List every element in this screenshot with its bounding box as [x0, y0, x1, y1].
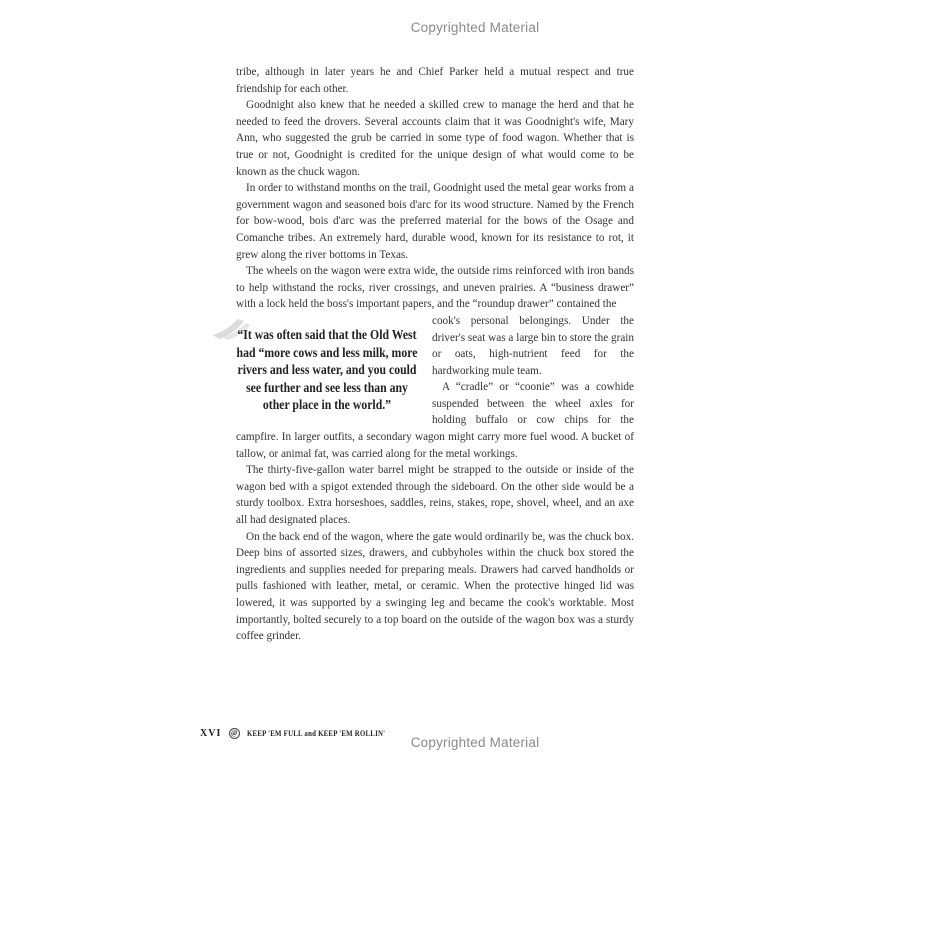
paragraph-7: On the back end of the wagon, where the gate would ordinarily be, was the chuck box. Deep bins of assorted sizes, drawers, and cubbyholes within the chuck box stored the ingredients and supplies needed for preparing meals. Drawers had carved handholds or pulls fashioned with leather, metal, or ceramic. When the protective hinged lid was lowered, it was supported by a swinging leg and became the cook's worktable. Most importantly, bolted securely to a top board on the outside of the wagon box was a sturdy coffee grinder.	[236, 530, 634, 643]
footer-separator: @	[229, 728, 240, 739]
paragraph-6: The thirty-five-gallon water barrel might be strapped to the outside or inside of the wagon bed with a spigot extended through the sideboard. On the other side would be a sturdy toolbox. Extra horseshoes, saddles, reins, stakes, rope, shovel, wheel, and an axe all had designated places.	[236, 464, 634, 527]
copyright-watermark-top: Copyrighted Material	[410, 20, 540, 35]
body-text-column	[236, 64, 634, 645]
running-title: KEEP 'EM FULL and KEEP 'EM ROLLIN'	[247, 729, 386, 738]
paragraph-5: A “cradle” or “coonie” was a cowhide suspended between the wheel axles for holding buffalo or cow chips for the campfire. In larger outfits, a secondary wagon might carry more fuel wood. A bucket of tallow, or animal fat, was carried along for the metal workings.	[236, 381, 634, 460]
paragraph-4-first-part: The wheels on the wagon were extra wide, the outside rims reinforced with iron bands to help withstand the rocks, river crossings, and uneven prairies. A “business drawer” with a lock held the boss's important papers, and the “roundup drawer” contained the	[236, 265, 634, 311]
copyright-watermark-bottom: Copyrighted Material	[410, 735, 540, 750]
pull-quote-text: “It was often said that the Old West had “more cows and less milk, more rivers and less water, and you could see further and see less than any other place in the world.”	[236, 327, 418, 414]
paragraph-1: tribe, although in later years he and Chief Parker held a mutual respect and true friendship for each other.	[236, 66, 634, 95]
pull-quote	[236, 313, 418, 421]
paragraph-2: Goodnight also knew that he needed a skilled crew to manage the herd and that he needed to feed the drovers. Several accounts claim that it was Goodnight's wife, Mary Ann, who suggested the grub be carried in some type of food wagon. Whether that is true or not, Goodnight is credited for the unique design of what would come to be known as the chuck wagon.	[236, 99, 634, 178]
paragraph-3: In order to withstand months on the trail, Goodnight used the metal gear works from a government wagon and seasoned bois d'arc for its wood structure. Named by the French for bow-wood, bois d'arc was the preferred material for the bows of the Osage and Comanche tribes. An extremely hard, durable wood, known for its resistance to rot, it grew along the river bottoms in Texas.	[236, 182, 634, 261]
page-number: XVI	[200, 728, 222, 739]
paragraph-4-continued: cook's personal belongings. Under the driver's seat was a large bin to store the grain or oats, high-nutrient feed for the hardworking mule team.	[432, 314, 634, 377]
